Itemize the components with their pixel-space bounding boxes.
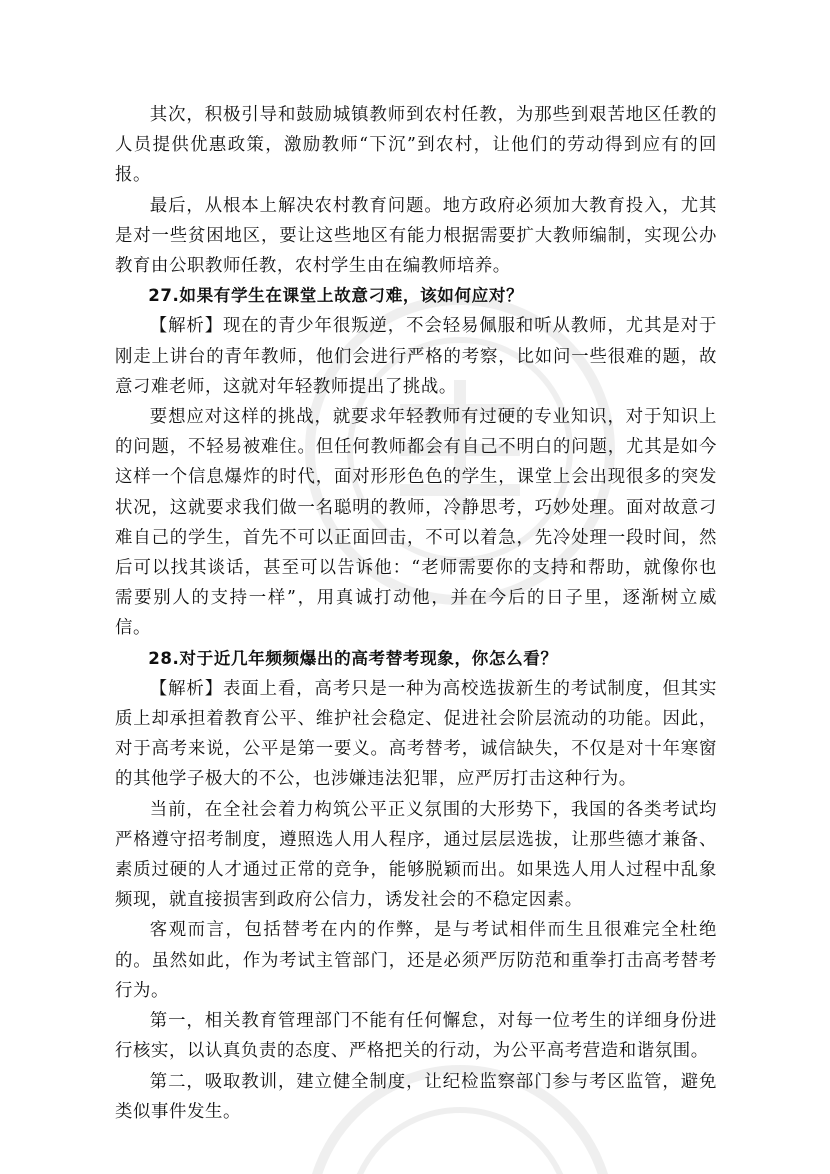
question-heading: 27.如果有学生在课堂上故意刁难，该如何应对？ xyxy=(148,286,524,306)
paragraph: 第二，吸取教训，建立健全制度，让纪检监察部门参与考区监管，避免类似事件发生。 xyxy=(115,1071,717,1122)
paragraph: 其次，积极引导和鼓励城镇教师到农村任教，为那些到艰苦地区任教的人员提供优惠政策，激励教师“下沉”到农村，让他们的劳动得到应有的回报。 xyxy=(115,105,717,186)
article-body xyxy=(115,100,717,1127)
paragraph: 客观而言，包括替考在内的作弊，是与考试相伴而生且很难完全杜绝的。虽然如此，作为考试主管部门，还是必须严厉防范和重拳打击高考替考行为。 xyxy=(115,920,717,1001)
paragraph: 最后，从根本上解决农村教育问题。地方政府必须加大教育投入，尤其是对一些贫困地区，要让这些地区有能力根据需要扩大教师编制，实现公办教育由公职教师任教，农村学生由在编教师培养。 xyxy=(115,195,717,277)
paragraph: 【解析】表面上看，高考只是一种为高校选拔新生的考试制度，但其实质上却承担着教育公平、维护社会稳定、促进社会阶层流动的功能。因此，对于高考来说，公平是第一要义。高考替考，诚信缺失，不仅是对十年寒窗的其他学子极大的不公，也涉嫌违法犯罪，应严厉打击这种行为。 xyxy=(115,678,717,790)
paragraph: 当前，在全社会着力构筑公平正义氛围的大形势下，我国的各类考试均严格遵守招考制度，遵照选人用人程序，通过层层选拔，让那些德才兼备、素质过硬的人才通过正常的竞争，能够脱颖而出。如果选人用人过程中乱象频现，就直接损害到政府公信力，诱发社会的不稳定因素。 xyxy=(115,799,717,911)
paragraph: 要想应对这样的挑战，就要求年轻教师有过硬的专业知识，对于知识上的问题，不轻易被难住。但任何教师都会有自己不明白的问题，尤其是如今这样一个信息爆炸的时代，面对形形色色的学生，课堂上会出现很多的突发状况，这就要求我们做一名聪明的教师，冷静思考，巧妙处理。面对故意刁难自己的学生，首先不可以正面回击，不可以着急，先冷处理一段时间，然后可以找其谈话，甚至可以告诉他：“老师需要你的支持和帮助，就像你也需要别人的支持一样”，用真诚打动他，并在今后的日子里，逐渐树立威信。 xyxy=(115,407,717,639)
question-heading: 28.对于近几年频频爆出的高考替考现象，你怎么看？ xyxy=(148,648,558,668)
paragraph: 第一，相关教育管理部门不能有任何懈怠，对每一位考生的详细身份进行核实，以认真负责的态度、严格把关的行动，为公平高考营造和谐氛围。 xyxy=(115,1011,717,1062)
paragraph: 【解析】现在的青少年很叛逆，不会轻易佩服和听从教师，尤其是对于刚走上讲台的青年教师，他们会进行严格的考察，比如问一些很难的题，故意刁难老师，这就对年轻教师提出了挑战。 xyxy=(115,316,717,397)
